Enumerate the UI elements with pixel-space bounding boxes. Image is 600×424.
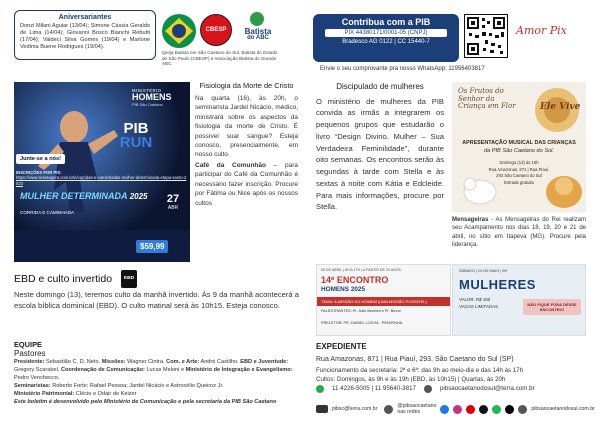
mulheres-title: MULHERES — [459, 277, 536, 292]
encontro-footer: PRELETOR: PR. DANIEL LOCHA · PIRAPINHA — [321, 321, 403, 325]
cbesp-logo — [200, 14, 232, 46]
phone-icon — [316, 385, 324, 393]
whatsapp-notice: Envie o seu comprovante pra nosso WhatsApp: 11956403817 — [320, 66, 485, 72]
join-badge: Junte-se a nós! — [16, 154, 65, 164]
contribute-box — [313, 14, 459, 62]
at-icon — [384, 405, 393, 414]
pastores-title: Pastores — [14, 349, 46, 358]
concert-script-right: Ele Vive — [540, 102, 581, 112]
expediente-address: Rua Amazonas, 871 | Rua Piauí, 293, São Caetano do Sul (SP) — [316, 356, 514, 363]
social-bar — [316, 402, 595, 416]
pix-qr-code[interactable] — [464, 14, 508, 58]
discipulado-text: O ministério de mulheres da PIB convida as irmãs a integrarem os pequenos grupos que estudarão o livro “Design Divino. Mulher – Sua Verdadeira Feminilidade”, durante oito semanas. Os encontros serão às segundas à tarde com Stella e às sextas à noite com Kátia e Edcleide. Para mais informações, procure por Stella. — [316, 96, 444, 212]
social-email[interactable]: pibsc@terra.com.br — [332, 406, 378, 412]
event-subtitle: CORRIDA E CAMINHADA — [20, 210, 75, 215]
discipulado-title: Discipulado de mulheres — [336, 82, 424, 91]
fisiologia-text: Na quarta (16), às 20h, o seminarista Jardel Nicácio, médico, ministrará sobre os aspectos da fisiologia da morte de Cristo. É possível suar sangue? Esteja conosco, presencialmente, em nosso culto. — [195, 94, 298, 159]
mail-icon — [424, 385, 432, 393]
tiktok-icon[interactable] — [505, 405, 514, 414]
signup-info: INSCRIÇÕES POR PIX: https://www.ticketagora.com.br/e/corridas-e-caminhadas-mulher-determinada-etapa-santo-2023 — [16, 170, 187, 186]
birthdays-box — [14, 10, 156, 60]
fisiologia-title: Fisiologia da Morte de Cristo — [199, 81, 294, 90]
event-price: $59,99 — [136, 240, 168, 253]
mensageiras-section — [452, 216, 586, 250]
ebd-icon: EBD — [121, 270, 137, 288]
logos-caption: Igreja Batista em São Caetano do Sul, Batista do Estado de São Paulo (CBESP) e Associação Batista do Grande ABC — [162, 50, 278, 67]
expediente-title: EXPEDIENTE — [316, 342, 367, 351]
concert-flyer — [452, 82, 586, 212]
mulheres-details: VALOR: R$ 180 VAGAS LIMITADAS — [459, 297, 498, 309]
equipe-footer: Este boletim é desenvolvido pelo Ministério de Comunicação e pela secretaria da PIB São Caetano — [14, 398, 277, 405]
event-date: 27 ABR — [166, 193, 180, 211]
pastores-list: Presidente: Sebastião C. D. Neto. Missões: Wagner Cintra. Com. e Arte: André Castilho. EBD e Juventude: Gregory Scarabel. Coordenação de Comunicação: Lucas Meloni e Ministério de Integração e Evangelismo: Pedro Venchecco. — [14, 359, 293, 381]
encontro-banner: TEMA: A MISSÃO DO HOMEM (UMA MISSÃO POSSÍVEL) — [317, 297, 451, 306]
encontro-speakers: PALESTRANTES: Pr. Júlio Bezerra e Pr. Bruno — [321, 309, 401, 313]
bank-info[interactable]: Bradesco AG 0122 | CC 15440-7 — [342, 39, 430, 45]
expediente-contacts — [316, 384, 588, 393]
pib-run-title: PIB RUN — [119, 120, 153, 152]
encontro-mulheres-flyer — [452, 264, 586, 336]
fisiologia-section — [195, 82, 298, 208]
equipe-title: EQUIPE — [14, 340, 42, 349]
social-website[interactable]: pibsaocaetanodosul.com.br — [531, 406, 595, 412]
ebd-title: EBD e culto invertido EBD — [14, 270, 137, 288]
seminaristas-list: Seminaristas: Roberto Forte; Rafael Pessoa; Jardel Nicácio e Astrocélio Queiroz Jr. — [14, 382, 224, 389]
ebd-text: Neste domingo (13), teremos culto da manhã invertido. Às 9 da manhã acontecerá a escola bíblica dominical (EBD). O culto matinal será às 10h15. Esteja conosco. — [14, 290, 299, 310]
encontro-subtitle: HOMENS 2025 — [321, 286, 366, 293]
expediente-section — [316, 342, 588, 393]
mulheres-top-line: SÁBADO | 10 DE MAIO | 8H — [459, 269, 508, 273]
cbesp-logo-text: CBESP — [205, 27, 227, 33]
cafe-comunhao: Café da Comunhão – para participar do Café da Comunhão é necessário fazer inscrição. Procure por Fátima ou Nice após os nossos cultos — [195, 161, 298, 207]
equipe-section — [14, 340, 304, 407]
instagram-icon[interactable] — [453, 405, 462, 414]
web-icon — [518, 405, 527, 414]
concert-title: APRESENTAÇÃO MUSICAL DAS CRIANÇAS — [462, 140, 576, 146]
event-title: MULHER DETERMINADA 2025 — [20, 191, 148, 201]
youtube-icon[interactable] — [466, 405, 475, 414]
concert-script-left: Os Frutos do Senhor da Criança em Flor — [458, 87, 516, 111]
mensageiras-text: Mensageiras - As Mensageiras do Rei realizam seu Acampamento nos dias 18, 19, 20 e 21 de abril, no sítio em Itapeva (MG). Procure pela liderança. — [452, 217, 586, 249]
brazil-flag-logo — [162, 14, 196, 48]
contact-email[interactable]: pibsaocaetanodosul@terra.com.br — [439, 385, 535, 393]
email-icon — [316, 405, 328, 413]
expediente-cultos: Cultos: Domingos, às 9h e às 19h (EBD, às 10h15) | Quartas, às 20h — [316, 375, 506, 383]
homens-brand: MINISTÉRIO HOMENS PIB São Caetano — [132, 88, 172, 107]
batista-abc-text: Batista do ABC — [244, 27, 272, 41]
concert-details: Domingo (13) às 10h Rua Amazonas, 871 | Rua Piauí, 293 São Caetano do Sul Entrada gratuita — [488, 160, 550, 186]
encontro-top-line: 05 DE ABRIL | 8H A 17H | A PARTIR DE 20 ANOS — [321, 268, 401, 272]
pix-info[interactable]: PIX 44380171/0001-05 (CNPJ) — [325, 29, 447, 37]
social-handle[interactable]: @pibsaocaetano nas redes — [397, 403, 437, 415]
signup-link[interactable]: https://www.ticketagora.com.br/e/corridas-e-caminhadas-mulher-determinada-etapa-santo-2023 — [16, 175, 187, 186]
batista-abc-logo — [240, 12, 276, 48]
phone-numbers[interactable]: 11 4226-5005 | 11 95640-3817 — [332, 385, 416, 393]
birthdays-title: Aniversariantes — [58, 14, 112, 21]
pib-run-banner — [14, 82, 190, 262]
concert-subtitle: da PIB São Caetano do Sul. — [484, 148, 554, 154]
threads-icon[interactable] — [479, 405, 488, 414]
contribute-title: Contribua com a PIB — [341, 17, 431, 27]
facebook-icon[interactable] — [440, 405, 449, 414]
ministerio-patrimonial: Ministério Patrimonial: Clécio e Odair de Keizer — [14, 390, 137, 397]
spotify-icon[interactable] — [492, 405, 501, 414]
encontro-homens-flyer — [316, 264, 451, 336]
birthdays-text: Donzi Milani Aguiar (13/04); Simone Cássia Geraldo de Lima (14/04); Giovanni Bosco Bianchi Rebutti (17/04); Valdeci Silva Gomes (19/04) e Marlone Vedima Buene Rodrigues (19/04). — [20, 23, 150, 50]
mulheres-cta: NÃO FIQUE FORA DESSE ENCONTRO! — [523, 299, 581, 315]
church-logos — [160, 12, 280, 68]
encontro-title: 14º ENCONTRO — [321, 275, 389, 285]
discipulado-section — [316, 82, 444, 213]
expediente-secretaria: Funcionamento da secretaria: 2ª e 6ª: das 9h ao meio-dia e das 14h às 17h — [316, 366, 524, 374]
signature-logo: Amor Pix — [516, 24, 567, 37]
